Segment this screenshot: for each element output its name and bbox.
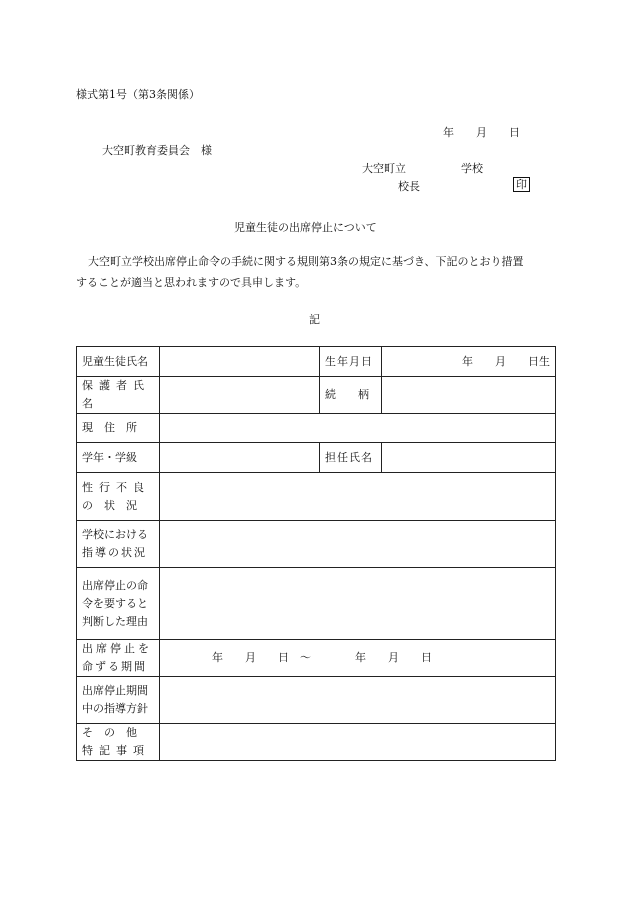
table-row — [77, 724, 556, 761]
table-row — [77, 568, 556, 640]
principal-label: 校長 — [398, 180, 420, 193]
address-cell[interactable] — [160, 414, 556, 443]
table-row — [77, 347, 556, 377]
table-row — [77, 473, 556, 521]
conduct-label — [77, 473, 160, 521]
reason-label-line: 出席停止の命 — [82, 578, 148, 592]
relation-cell[interactable] — [382, 377, 556, 414]
ki-heading: 記 — [309, 313, 320, 326]
table-row — [77, 443, 556, 473]
guardian-label: 保護者氏名 — [77, 377, 160, 414]
teacher-label: 担任氏名 — [320, 443, 382, 473]
period-label-line: 命ずる期間 — [82, 660, 147, 673]
reason-label — [77, 568, 160, 640]
table-row — [77, 521, 556, 568]
body-paragraph — [76, 251, 556, 293]
addressee: 大空町教育委員会 様 — [102, 144, 212, 157]
document-title: 児童生徒の出席停止について — [234, 221, 377, 234]
table-row — [77, 414, 556, 443]
grade-label: 学年・学級 — [77, 443, 160, 473]
reason-label-line: 令を要すると — [82, 596, 148, 610]
table-row — [77, 640, 556, 677]
conduct-label-line: の 状 況 — [82, 498, 137, 512]
conduct-cell[interactable] — [160, 473, 556, 521]
birthdate-label: 生年月日 — [320, 347, 382, 377]
student-name-label: 児童生徒氏名 — [77, 347, 160, 377]
table-row — [77, 677, 556, 724]
relation-label: 続 柄 — [320, 377, 382, 414]
table-row — [77, 377, 556, 414]
body-line-2: することが適当と思われますので具申します。 — [76, 276, 307, 289]
guidance-label — [77, 521, 160, 568]
teacher-cell[interactable] — [382, 443, 556, 473]
other-label — [77, 724, 160, 761]
policy-label-line: 中の指導方針 — [82, 702, 148, 715]
policy-label — [77, 677, 160, 724]
other-cell[interactable] — [160, 724, 556, 761]
principal-line — [398, 178, 528, 194]
period-cell[interactable]: 年 月 日 ～ 年 月 日 — [160, 640, 556, 677]
student-name-cell[interactable] — [160, 347, 320, 377]
form-number: 様式第1号（第3条関係） — [76, 88, 200, 101]
period-label — [77, 640, 160, 677]
date-line: 年 月 日 — [443, 126, 520, 139]
birthdate-cell[interactable]: 年 月 日生 — [382, 347, 556, 377]
guardian-cell[interactable] — [160, 377, 320, 414]
address-label: 現 住 所 — [77, 414, 160, 443]
school-line: 大空町立 学校 — [362, 162, 483, 175]
grade-cell[interactable] — [160, 443, 320, 473]
seal-mark: 印 — [513, 177, 530, 192]
policy-cell[interactable] — [160, 677, 556, 724]
body-line-1: 大空町立学校出席停止命令の手続に関する規則第3条の規定に基づき、下記のとおり措置 — [88, 255, 524, 268]
guidance-label-line: 指導の状況 — [82, 546, 147, 559]
guidance-cell[interactable] — [160, 521, 556, 568]
other-label-line: 特記事項 — [82, 744, 150, 757]
guidance-label-line: 学校における — [82, 528, 148, 541]
submission-table — [76, 346, 556, 761]
conduct-label-line: 性行不良 — [82, 480, 150, 494]
policy-label-line: 出席停止期間 — [82, 684, 148, 697]
period-label-line: 出席停止を — [82, 642, 152, 655]
reason-label-line: 判断した理由 — [82, 614, 148, 628]
other-label-line: そ の 他 — [82, 726, 137, 739]
reason-cell[interactable] — [160, 568, 556, 640]
